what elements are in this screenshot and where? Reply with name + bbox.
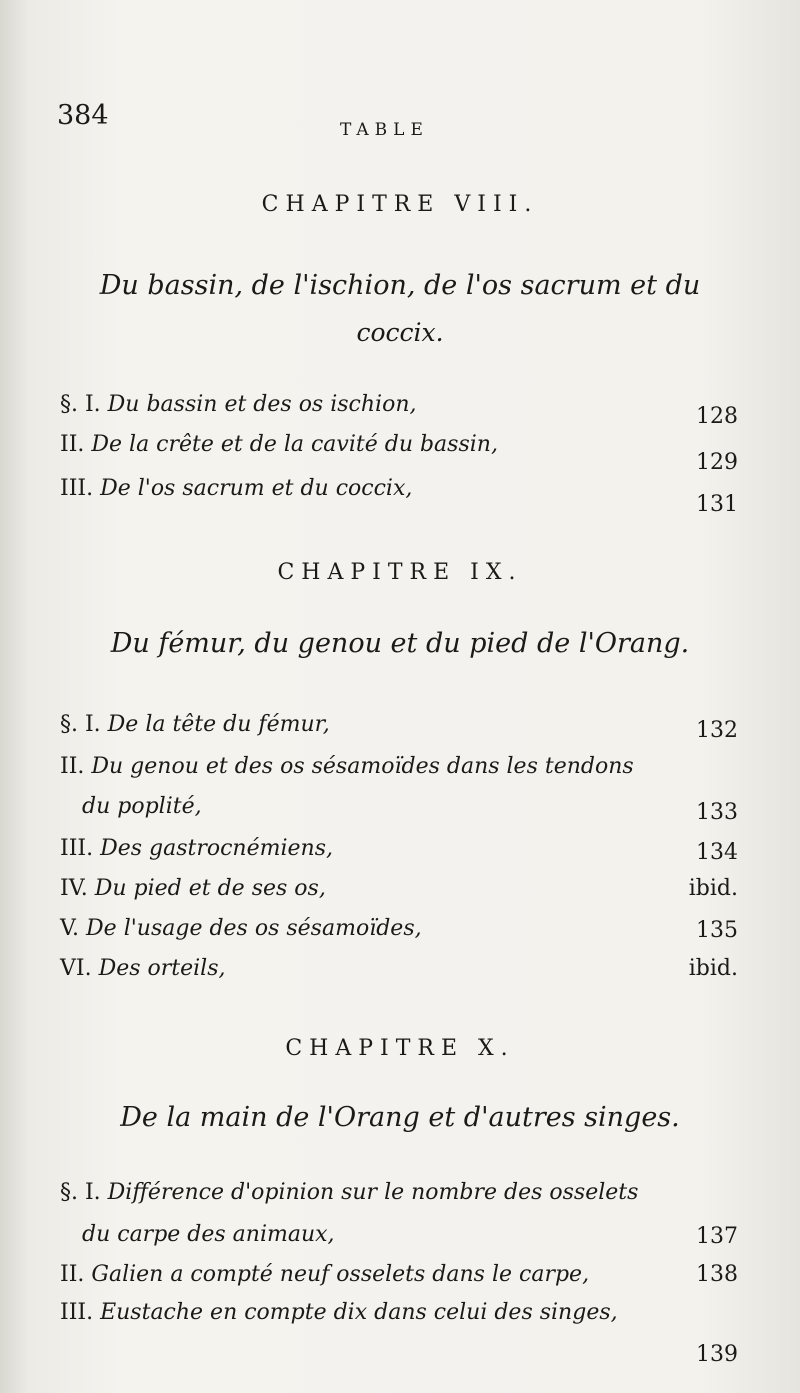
entry-page: ibid. [688, 956, 738, 981]
entry-page: 134 [696, 840, 738, 865]
toc-entry [60, 1180, 740, 1205]
entry-text: Du genou et des os sésamoïdes dans les tendons [91, 754, 634, 779]
page-number: 384 [57, 100, 109, 131]
entry-page: 133 [696, 800, 738, 825]
chapter-title: Du bassin, de l'ischion, de l'os sacrum et du [99, 270, 701, 301]
entry-number: II. [60, 432, 85, 457]
toc-entry [60, 876, 740, 901]
toc-entry [60, 956, 740, 981]
entry-page: 128 [696, 404, 738, 429]
chapter-heading: CHAPITRE IX. [277, 560, 523, 585]
entry-text: Galien a compté neuf osselets dans le carpe, [91, 1262, 590, 1287]
entry-number: §. I. [60, 392, 101, 417]
entry-text: De la crête et de la cavité du bassin, [91, 432, 498, 457]
entry-page: 129 [696, 450, 738, 475]
entry-number: II. [60, 754, 85, 779]
entry-text: Des orteils, [98, 956, 226, 981]
toc-entry [60, 432, 740, 457]
entry-text: De la tête du fémur, [107, 712, 330, 737]
chapter-title: De la main de l'Orang et d'autres singes. [120, 1102, 680, 1133]
entry-page: 131 [696, 492, 738, 517]
entry-text: Du pied et de ses os, [94, 876, 326, 901]
entry-number: VI. [60, 956, 92, 981]
entry-text: De l'os sacrum et du coccix, [100, 476, 413, 501]
entry-number: §. I. [60, 712, 101, 737]
entry-continuation: du carpe des animaux, [82, 1222, 335, 1247]
entry-continuation: du poplité, [82, 794, 202, 819]
entry-number: V. [60, 916, 80, 941]
entry-page: 139 [696, 1342, 738, 1367]
entry-page: ibid. [688, 876, 738, 901]
entry-text: Du bassin et des os ischion, [107, 392, 417, 417]
entry-number: III. [60, 476, 94, 501]
toc-entry [60, 754, 740, 779]
toc-entry [60, 392, 740, 417]
entry-page: 138 [696, 1262, 738, 1287]
entry-text: Eustache en compte dix dans celui des singes, [100, 1300, 618, 1325]
entry-page: 132 [696, 718, 738, 743]
entry-page: 135 [696, 918, 738, 943]
entry-page: 137 [696, 1224, 738, 1249]
entry-text: Différence d'opinion sur le nombre des osselets [107, 1180, 639, 1205]
entry-number: III. [60, 836, 94, 861]
entry-number: IV. [60, 876, 88, 901]
toc-entry [60, 1262, 740, 1287]
toc-entry [60, 712, 740, 737]
entry-number: III. [60, 1300, 94, 1325]
chapter-heading: CHAPITRE X. [285, 1036, 515, 1061]
entry-text: Des gastrocnémiens, [100, 836, 333, 861]
entry-text: De l'usage des os sésamoïdes, [86, 916, 422, 941]
running-title: TABLE [340, 120, 429, 140]
toc-entry [60, 476, 740, 501]
toc-entry [60, 1300, 740, 1325]
entry-number: §. I. [60, 1180, 101, 1205]
chapter-heading: CHAPITRE VIII. [261, 192, 539, 217]
entry-number: II. [60, 1262, 85, 1287]
chapter-title: Du fémur, du genou et du pied de l'Orang. [110, 628, 690, 659]
chapter-title-cont: coccix. [356, 318, 444, 347]
toc-entry [60, 916, 740, 941]
toc-entry [60, 836, 740, 861]
